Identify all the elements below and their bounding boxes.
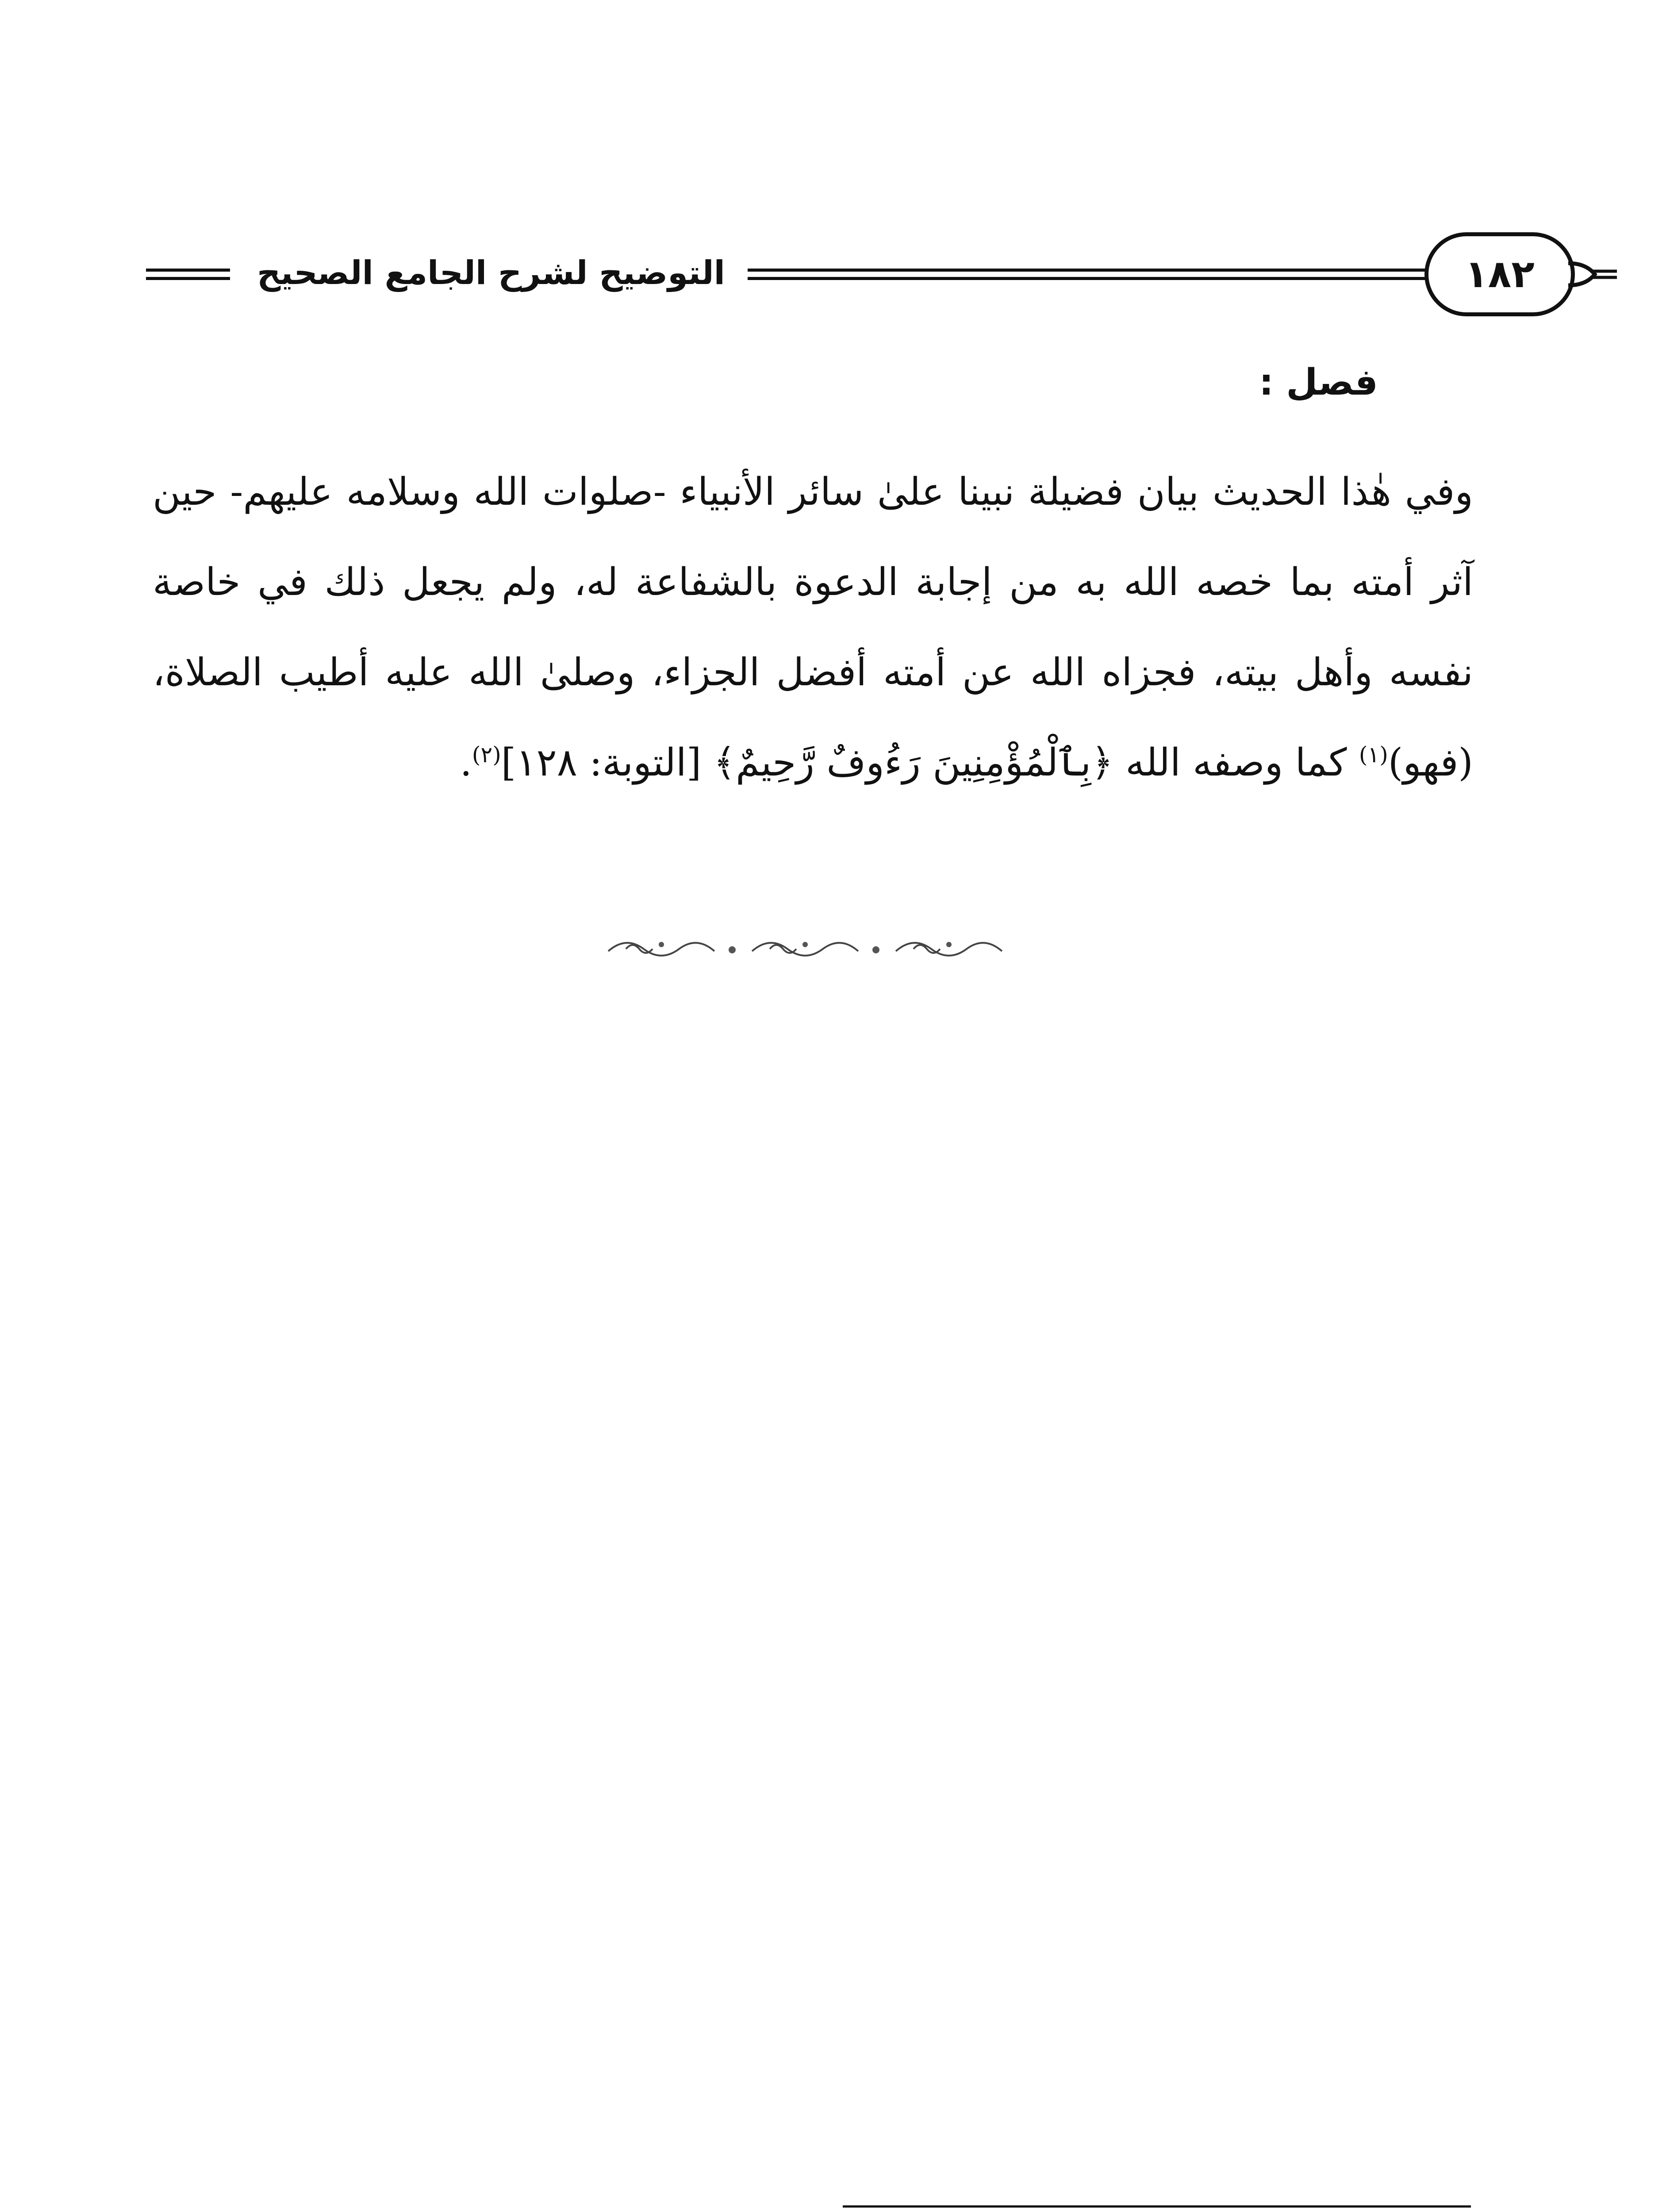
main-paragraph — [153, 447, 1473, 808]
section-heading: فصل : — [1259, 361, 1378, 403]
footnote-ref-2: (٢) — [472, 742, 501, 768]
header-rule-middle — [748, 269, 1438, 280]
ornamental-divider — [599, 931, 1020, 967]
body-text-end: . — [460, 741, 472, 785]
footnote-ref-1: (١) — [1359, 742, 1388, 768]
footnote-separator — [843, 2205, 1471, 2208]
header-rule-left — [146, 269, 230, 280]
body-text-part-2: كما وصفه الله ﴿بِٱلْمُؤْمِنِينَ رَءُوفٌ رَّحِيمٌ﴾ [التوبة: ١٢٨] — [501, 741, 1359, 785]
running-title: التوضيح لشرح الجامع الصحيح — [257, 254, 726, 292]
running-header — [146, 221, 1535, 327]
body-text-part-1: وفي هٰذا الحديث بيان فضيلة نبينا علىٰ سائر الأنبياء -صلوات الله وسلامه عليهم- حين آثر أمته بما خصه الله به من إجابة الدعوة بالشفاعة له، ولم يجعل ذلك في خاصة نفسه وأهل بيته، فجزاه الله عن أمته أفضل الجزاء، وصلىٰ الله عليه أطيب الصلاة، (فهو) — [153, 470, 1473, 785]
page-number: ١٨٢ — [1465, 252, 1535, 296]
page-number-badge — [1424, 232, 1575, 316]
badge-ornament — [1568, 259, 1617, 290]
